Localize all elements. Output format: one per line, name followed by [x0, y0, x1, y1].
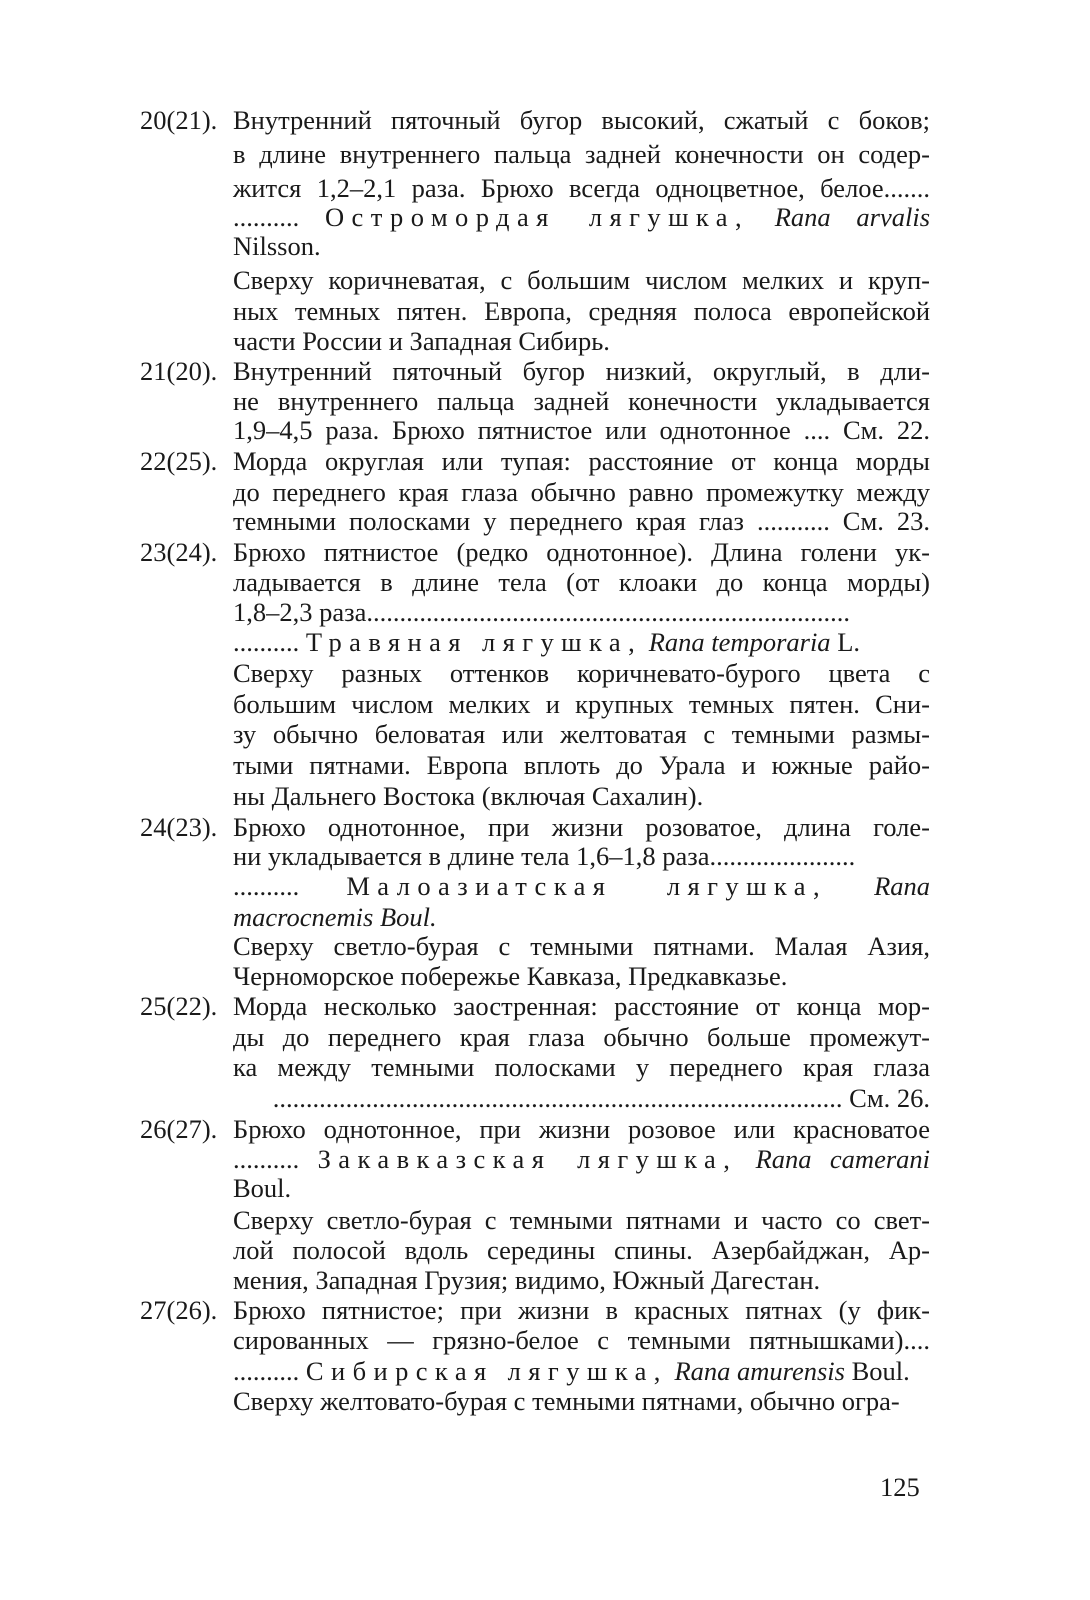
species-name-line: .......... Остромордая лягушка, Rana arvalis — [233, 202, 931, 232]
species-line: .......... Сибирская лягушка, Rana amurensis Boul. — [233, 1356, 910, 1386]
entry-line: сированных — грязно-белое с темными пятнышками).... — [233, 1325, 930, 1355]
species-line: .......... Малоазиатская лягушка, Rana — [233, 871, 931, 901]
species-line: .......... Травяная лягушка, Rana temporaria L. — [233, 627, 860, 657]
entry-line: ных темных пятен. Европа, средняя полоса европейской — [233, 296, 930, 326]
entry-line: части России и Западная Сибирь. — [233, 326, 610, 356]
entry-line: не внутреннего пальца задней конечности укладывается — [233, 386, 930, 416]
entry-line: Черноморское побережье Кавказа, Предкавказье. — [233, 961, 788, 991]
entry-line: Брюхо однотонное, при жизни розоватое, длина голе- — [233, 812, 930, 842]
entry-line: Внутренний пяточный бугор низкий, округлый, в дли- — [233, 356, 930, 386]
entry-line: Морда округлая или тупая: расстояние от конца морды — [233, 446, 930, 476]
entry-line: в длине внутреннего пальца задней конечности он содер- — [233, 139, 930, 169]
entry-line: ны Дальнего Востока (включая Сахалин). — [233, 781, 704, 811]
species-line: .......... Закавказская лягушка, Rana camerani — [233, 1144, 931, 1174]
entry-line: Сверху светло-бурая с темными пятнами и часто со свет- — [233, 1205, 930, 1235]
entry-line: темными полосками у переднего края глаз ........... См. 23. — [233, 506, 930, 536]
entry-number: 22(25). — [140, 446, 218, 476]
entry-line: ...................................................................................... См. 26. — [272, 1083, 930, 1113]
entry-line: до переднего края глаза обычно равно промежутку между — [233, 477, 930, 507]
entry-number: 23(24). — [140, 537, 218, 567]
entry-number: 21(20). — [140, 356, 218, 386]
entry-line: мения, Западная Грузия; видимо, Южный Дагестан. — [233, 1265, 821, 1295]
entry-line: Nilsson. — [233, 231, 321, 261]
page-number: 125 — [880, 1472, 920, 1502]
entry-line: жится 1,2–2,1 раза. Брюхо всегда одноцветное, белое....... — [233, 173, 930, 203]
entry-line: Boul. — [233, 1173, 292, 1203]
entry-line: 1,9–4,5 раза. Брюхо пятнистое или однотонное .... См. 22. — [233, 415, 930, 445]
entry-number: 26(27). — [140, 1114, 218, 1144]
entry-line: Брюхо пятнистое (редко однотонное). Длина голени ук- — [233, 537, 930, 567]
entry-line: ды до переднего края глаза обычно больше промежут- — [233, 1022, 930, 1052]
entry-line: Сверху разных оттенков коричневато-бурого цвета с — [233, 658, 930, 688]
entry-line: 1,8–2,3 раза......................................................................... — [233, 597, 850, 627]
entry-line: Сверху желтовато-бурая с темными пятнами, обычно огра- — [233, 1386, 900, 1416]
entry-line: Морда несколько заостренная: расстояние от конца мор- — [233, 991, 930, 1021]
entry-line: ни укладывается в длине тела 1,6–1,8 раза...................... — [233, 841, 856, 871]
entry-line: ладывается в длине тела (от клоаки до конца морды) — [233, 567, 930, 597]
entry-line: Сверху коричневатая, с большим числом мелких и круп- — [233, 265, 930, 295]
entry-line: лой полосой вдоль середины спины. Азербайджан, Ар- — [233, 1235, 930, 1265]
entry-line: Брюхо однотонное, при жизни розовое или красноватое — [233, 1114, 930, 1144]
entry-line: Внутренний пяточный бугор высокий, сжатый с боков; — [233, 105, 930, 135]
entry-line: ка между темными полосками у переднего края глаза — [233, 1052, 930, 1082]
entry-line: большим числом мелких и крупных темных пятен. Сни- — [233, 689, 930, 719]
entry-line: Сверху светло-бурая с темными пятнами. Малая Азия, — [233, 931, 930, 961]
entry-number: 25(22). — [140, 991, 218, 1021]
entry-number: 20(21). — [140, 105, 218, 135]
entry-number: 24(23). — [140, 812, 218, 842]
entry-line: macrocnemis Boul. — [233, 902, 437, 932]
entry-number: 27(26). — [140, 1295, 218, 1325]
entry-line: зу обычно беловатая или желтоватая с темными размы- — [233, 719, 930, 749]
entry-line: тыми пятнами. Европа вплоть до Урала и южные райо- — [233, 750, 930, 780]
entry-line: Брюхо пятнистое; при жизни в красных пятнах (у фик- — [233, 1295, 930, 1325]
